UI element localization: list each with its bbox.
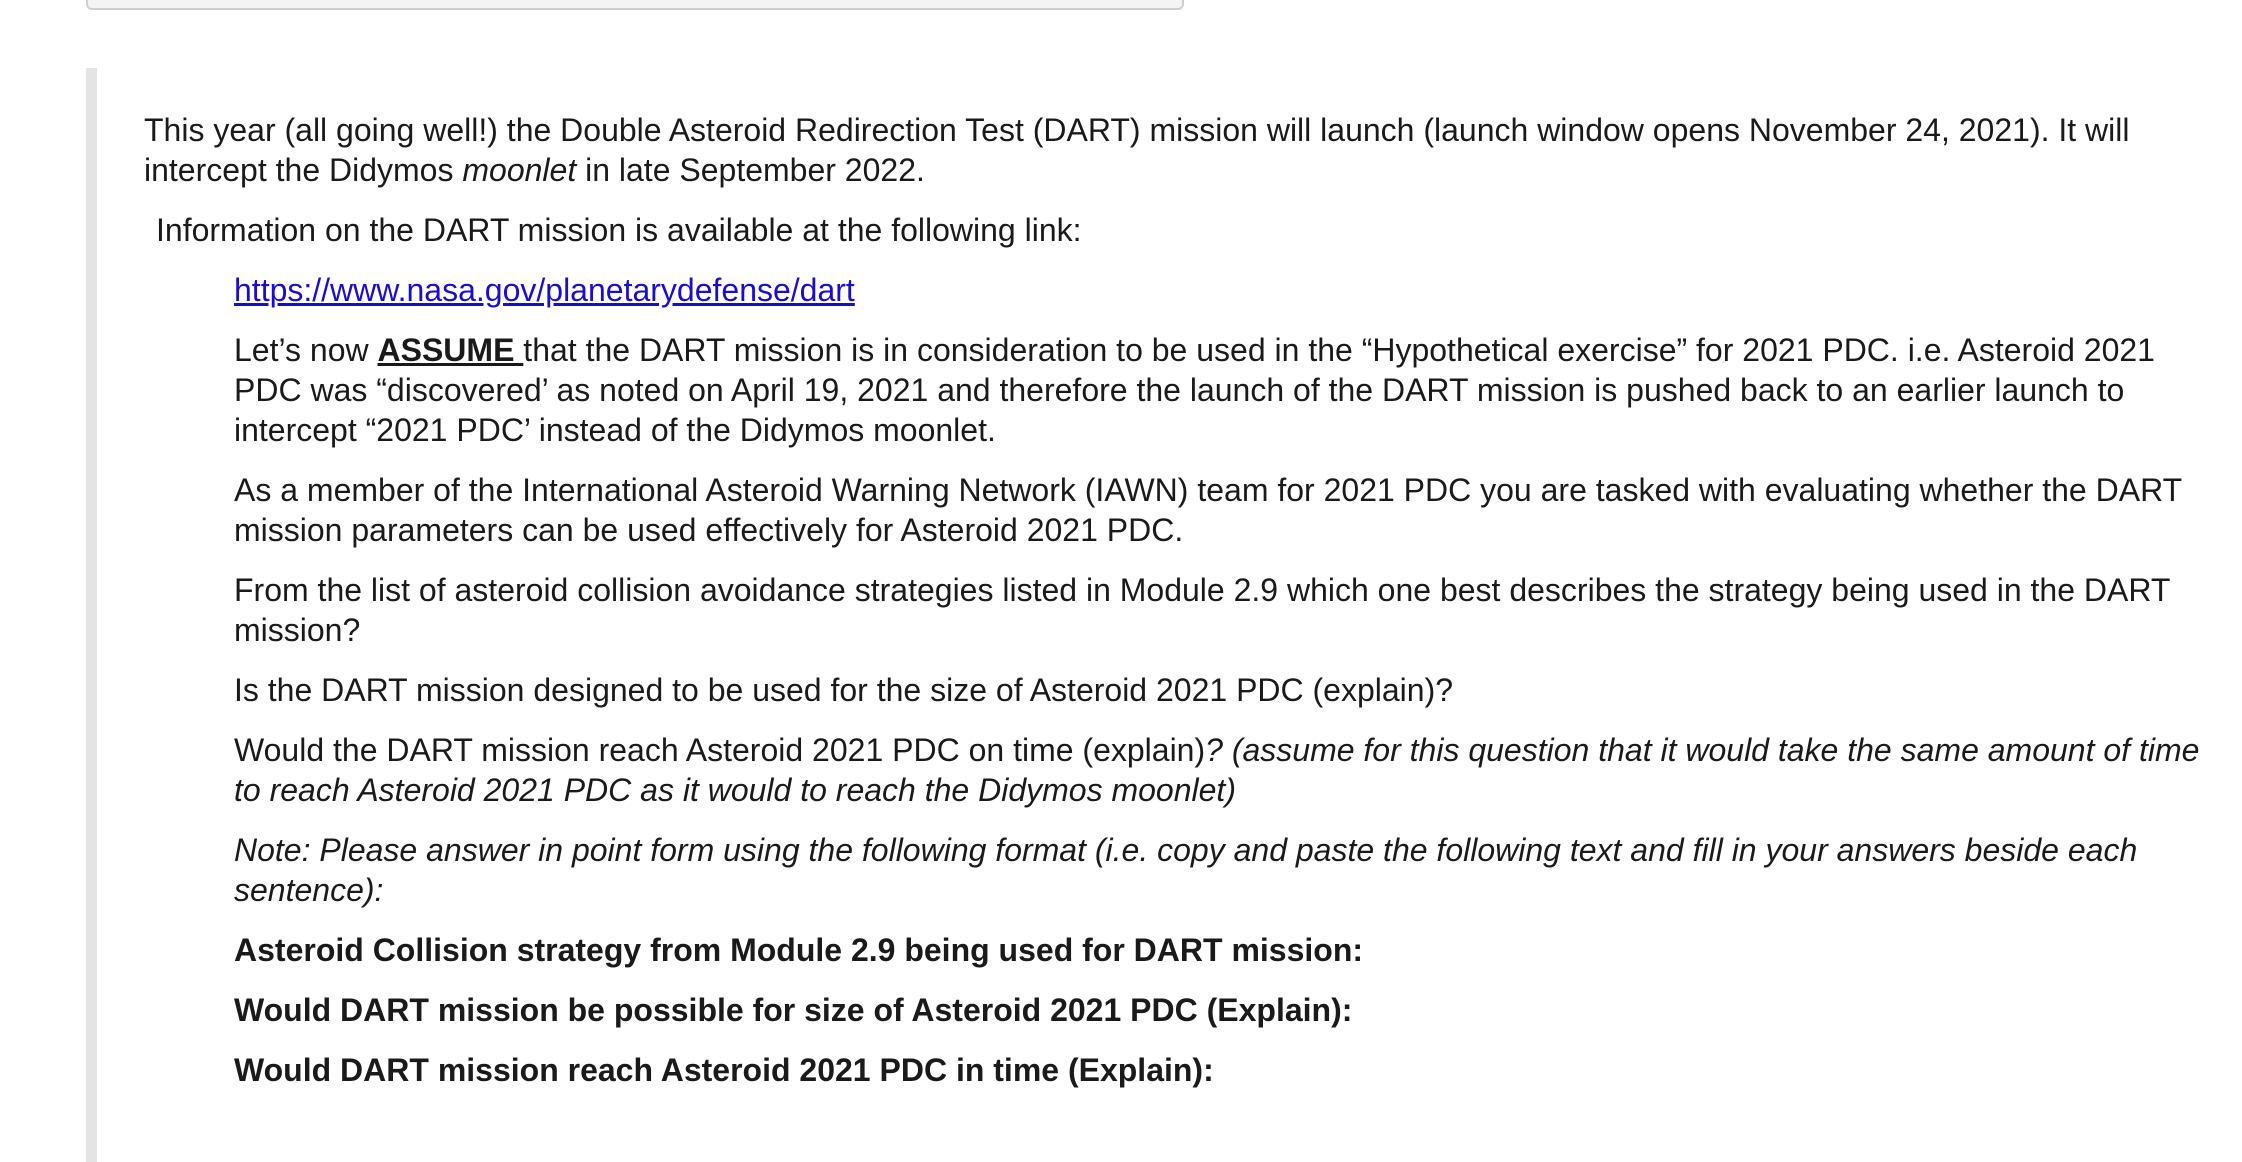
info-paragraph: Information on the DART mission is available at the following link: [156,212,1082,248]
intro-italic-text: moonlet [462,152,577,188]
assume-text-a: Let’s now [234,332,378,368]
assignment-content [138,110,2208,1110]
answer-line-size: Would DART mission be possible for size of Asteroid 2021 PDC (Explain): [234,992,1353,1028]
intro-text-b: in late September 2022. [576,152,925,188]
link-paragraph [138,270,2208,310]
answer-line-time: Would DART mission reach Asteroid 2021 PDC in time (Explain): [234,1052,1214,1088]
size-question: Is the DART mission designed to be used for the size of Asteroid 2021 PDC (explain)? [234,672,1454,708]
time-question-text: Would the DART mission reach Asteroid 2021 PDC on time (explain) [234,732,1206,768]
strategy-question: From the list of asteroid collision avoidance strategies listed in Module 2.9 which one best describes the strategy being used in the DART mission? [234,572,2170,648]
assume-emphasis: ASSUME [377,332,524,368]
iawn-paragraph: As a member of the International Asteroid Warning Network (IAWN) team for 2021 PDC you are tasked with evaluating whether the DART mission parameters can be used effectively for Asteroid 2021 PDC. [234,472,2182,548]
assume-text-b: that the DART mission is in consideration to be used in the “Hypothetical exercise” for 2021 PDC. i.e. Asteroid 2021 PDC was “discovered’ as noted on April 19, 2021 and therefore the launch of the DART mission is pushed back to an earlier launch to intercept “2021 PDC’ instead of the Didymos moonlet. [234,332,2155,448]
time-question [138,730,2208,810]
dart-mission-link[interactable]: https://www.nasa.gov/planetarydefense/dart [234,272,855,308]
intro-paragraph [138,110,2208,190]
intro-text-a: This year (all going well!) the Double Asteroid Redirection Test (DART) mission will launch (launch window opens November 24, 2021). It will intercept the Didymos [144,112,2130,188]
answer-line-strategy: Asteroid Collision strategy from Module 2.9 being used for DART mission: [234,932,1364,968]
time-question-italic: ? (assume for this question that it would take the same amount of time to reach Asteroid 2021 PDC as it would to reach the Didymos moonlet) [234,732,2200,808]
blockquote-bar [86,68,97,1162]
previous-content-box [86,0,1184,10]
assume-paragraph [138,330,2208,450]
note-paragraph: Note: Please answer in point form using the following format (i.e. copy and paste the following text and fill in your answers beside each sentence): [234,832,2138,908]
